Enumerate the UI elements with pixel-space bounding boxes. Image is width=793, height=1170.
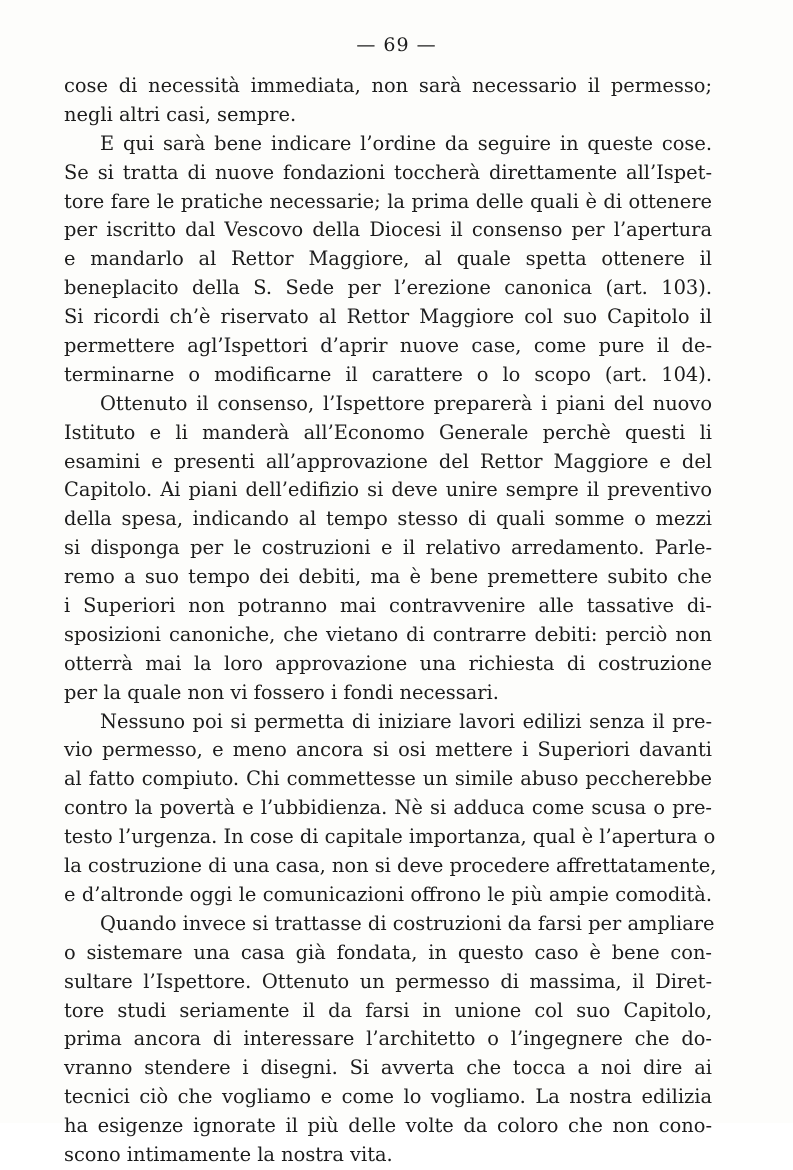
text-line: Quando invece si trattasse di costruzioni da farsi per ampliare (100, 911, 715, 935)
text-line: e mandarlo al Rettor Maggiore, al quale spetta ottenere il (64, 247, 712, 271)
text-line: scono intimamente la nostra vita. (64, 1142, 393, 1166)
text-line: Capitolo. Ai piani dell’edifizio si deve unire sempre il preventivo (64, 478, 712, 502)
text-line: ha esigenze ignorate il più delle volte da coloro che non cono- (64, 1114, 712, 1138)
text-line: negli altri casi, sempre. (64, 102, 297, 126)
text-line: o sistemare una casa già fondata, in questo caso è bene con- (64, 940, 712, 964)
text-line: si disponga per le costruzioni e il relativo arredamento. Parle- (64, 536, 712, 560)
text-line: sposizioni canoniche, che vietano di contrarre debiti: perciò non (64, 622, 712, 646)
text-line: Si ricordi ch’è riservato al Rettor Maggiore col suo Capitolo il (64, 305, 712, 329)
text-line: Istituto e li manderà all’Economo Generale perchè questi li (64, 420, 712, 444)
text-line: sultare l’Ispettore. Ottenuto un permesso di massima, il Diret- (64, 969, 712, 993)
text-line: Se si tratta di nuove fondazioni toccherà direttamente all’Ispet- (64, 160, 712, 184)
text-line: contro la povertà e l’ubbidienza. Nè si adduca come scusa o pre- (64, 796, 712, 820)
text-line: al fatto compiuto. Chi commettesse un simile abuso peccherebbe (64, 767, 712, 791)
text-line: Nessuno poi si permetta di iniziare lavori edilizi senza il pre- (100, 709, 712, 733)
text-line: remo a suo tempo dei debiti, ma è bene premettere subito che (64, 565, 712, 589)
text-line: beneplacito della S. Sede per l’erezione canonica (art. 103). (64, 276, 712, 300)
text-line: della spesa, indicando al tempo stesso di quali somme o mezzi (64, 507, 712, 531)
text-line: per iscritto dal Vescovo della Diocesi il consenso per l’apertura (64, 218, 712, 242)
text-line: otterrà mai la loro approvazione una richiesta di costruzione (64, 651, 712, 675)
text-line: vio permesso, e meno ancora si osi mettere i Superiori davanti (64, 738, 712, 762)
text-line: permettere agl’Ispettori d’aprir nuove case, come pure il de- (64, 334, 712, 358)
text-line: E qui sarà bene indicare l’ordine da seguire in queste cose. (100, 131, 712, 155)
text-line: per la quale non vi fossero i fondi necessari. (64, 680, 499, 704)
text-line: tore studi seriamente il da farsi in unione col suo Capitolo, (64, 998, 712, 1022)
text-line: tore fare le pratiche necessarie; la prima delle quali è di ottenere (64, 189, 712, 213)
text-line: vranno stendere i disegni. Si avverta che tocca a noi dire ai (64, 1056, 712, 1080)
text-line: testo l’urgenza. In cose di capitale importanza, qual è l’apertura o (64, 825, 716, 849)
text-line: i Superiori non potranno mai contravvenire alle tassative di- (64, 594, 712, 618)
text-line: prima ancora di interessare l’architetto o l’ingegnere che do- (64, 1027, 712, 1051)
text-line: esamini e presenti all’approvazione del Rettor Maggiore e del (64, 449, 712, 473)
page-number: — 69 — (356, 34, 437, 56)
text-line: cose di necessità immediata, non sarà necessario il permesso; (64, 74, 712, 97)
text-line: Ottenuto il consenso, l’Ispettore preparerà i piani del nuovo (100, 391, 712, 415)
body-text (64, 72, 717, 1170)
text-line: tecnici ciò che vogliamo e come lo vogliamo. La nostra edilizia (64, 1085, 712, 1109)
text-line: terminarne o modificarne il carattere o lo scopo (art. 104). (64, 362, 712, 386)
text-line: e d’altronde oggi le comunicazioni offrono le più ampie comodità. (64, 882, 712, 906)
text-line: la costruzione di una casa, non si deve procedere affrettatamente, (64, 854, 717, 878)
